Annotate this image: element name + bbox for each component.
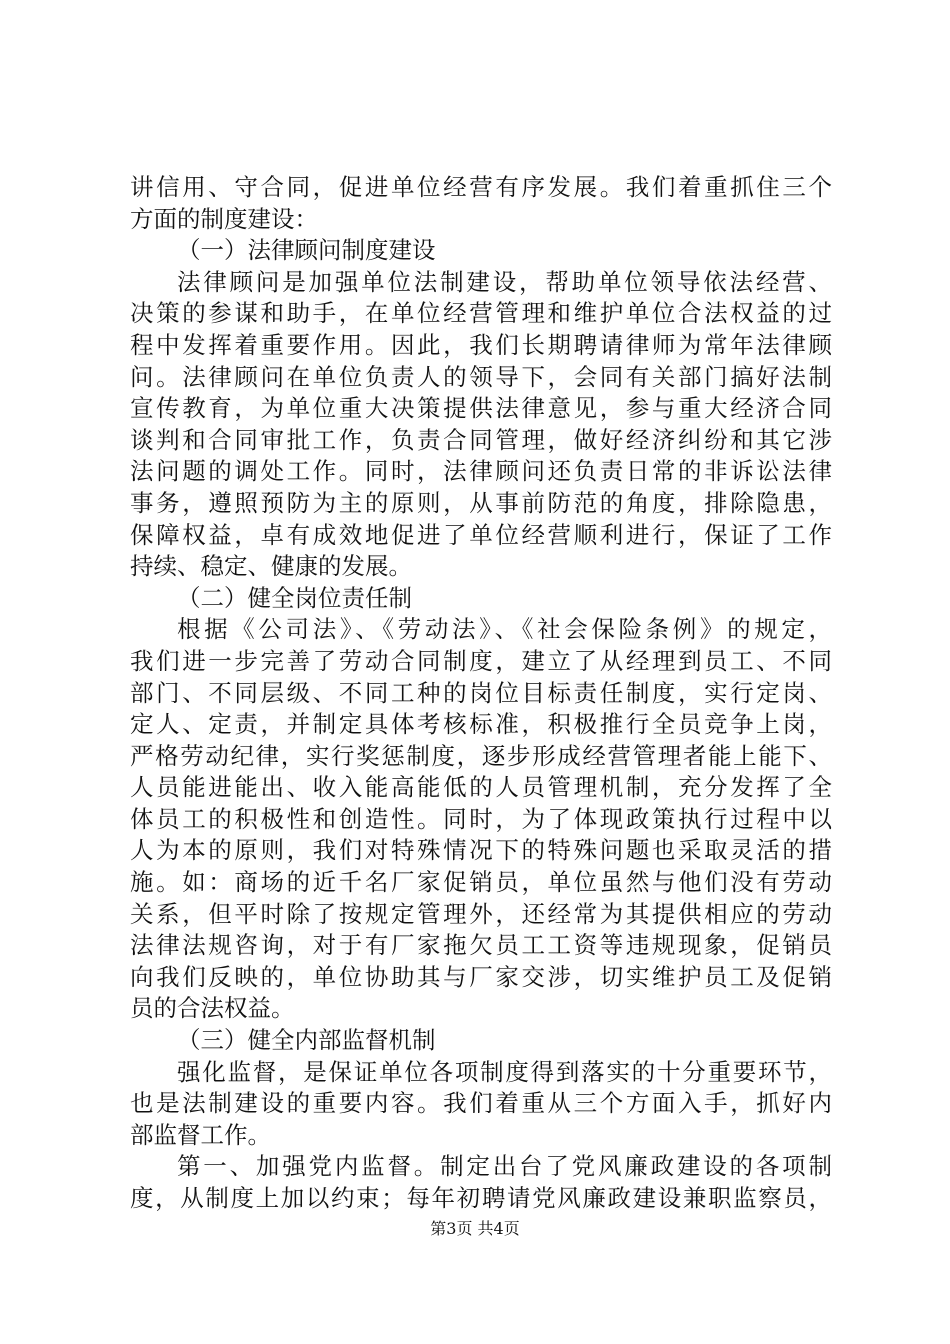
- body-line: 持续、稳定、健康的发展。: [130, 552, 412, 581]
- body-line: 部监督工作。: [130, 1120, 271, 1149]
- body-line: 保障权益，卓有成效地促进了单位经营顺利进行，保证了工作: [130, 520, 832, 549]
- body-line: 向我们反映的，单位协助其与厂家交涉，切实维护员工及促销: [130, 962, 832, 991]
- body-line: 宣传教育，为单位重大决策提供法律意见，参与重大经济合同: [130, 394, 832, 423]
- body-line: 决策的参谋和助手，在单位经营管理和维护单位合法权益的过: [130, 299, 832, 328]
- body-line: 也是法制建设的重要内容。我们着重从三个方面入手，抓好内: [130, 1089, 832, 1118]
- body-line: 事务，遵照预防为主的原则，从事前防范的角度，排除隐患，: [130, 488, 832, 517]
- body-line: 人员能进能出、收入能高能低的人员管理机制，充分发挥了全: [130, 773, 832, 802]
- body-line: 施。如：商场的近千名厂家促销员，单位虽然与他们没有劳动: [130, 868, 832, 897]
- body-line: 法律顾问是加强单位法制建设，帮助单位领导依法经营、: [177, 267, 832, 296]
- section-heading: （二）健全岗位责任制: [177, 583, 412, 612]
- body-line: 强化监督，是保证单位各项制度得到落实的十分重要环节，: [177, 1057, 832, 1086]
- body-line: 根据《公司法》、《劳动法》、《社会保险条例》的规定，: [177, 615, 832, 644]
- document-body: [130, 172, 832, 1215]
- body-line: 定人、定责，并制定具体考核标准，积极推行全员竞争上岗，: [130, 710, 832, 739]
- page-number-footer: 第3页 共4页: [430, 1219, 520, 1238]
- body-line: 体员工的积极性和创造性。同时，为了体现政策执行过程中以: [130, 804, 832, 833]
- body-line: 程中发挥着重要作用。因此，我们长期聘请律师为常年法律顾: [130, 330, 832, 359]
- body-line: 法律法规咨询，对于有厂家拖欠员工工资等违规现象，促销员: [130, 931, 832, 960]
- section-heading: （一）法律顾问制度建设: [177, 236, 436, 265]
- section-heading: （三）健全内部监督机制: [177, 1026, 436, 1055]
- body-line: 严格劳动纪律，实行奖惩制度，逐步形成经营管理者能上能下、: [130, 741, 832, 770]
- body-line: 关系，但平时除了按规定管理外，还经常为其提供相应的劳动: [130, 899, 832, 928]
- body-line: 问。法律顾问在单位负责人的领导下，会同有关部门搞好法制: [130, 362, 832, 391]
- body-line: 员的合法权益。: [130, 994, 295, 1023]
- body-line: 法问题的调处工作。同时，法律顾问还负责日常的非诉讼法律: [130, 457, 832, 486]
- body-line: 我们进一步完善了劳动合同制度，建立了从经理到员工、不同: [130, 646, 832, 675]
- body-line: 谈判和合同审批工作，负责合同管理，做好经济纠纷和其它涉: [130, 425, 832, 454]
- body-line: 第一、加强党内监督。制定出台了党风廉政建设的各项制: [177, 1152, 832, 1181]
- body-line: 人为本的原则，我们对特殊情况下的特殊问题也采取灵活的措: [130, 836, 832, 865]
- body-line: 部门、不同层级、不同工种的岗位目标责任制度，实行定岗、: [130, 678, 832, 707]
- body-line: 度，从制度上加以约束；每年初聘请党风廉政建设兼职监察员，: [130, 1184, 832, 1212]
- body-line: 方面的制度建设：: [130, 204, 318, 233]
- body-line: 讲信用、守合同，促进单位经营有序发展。我们着重抓住三个: [130, 173, 832, 201]
